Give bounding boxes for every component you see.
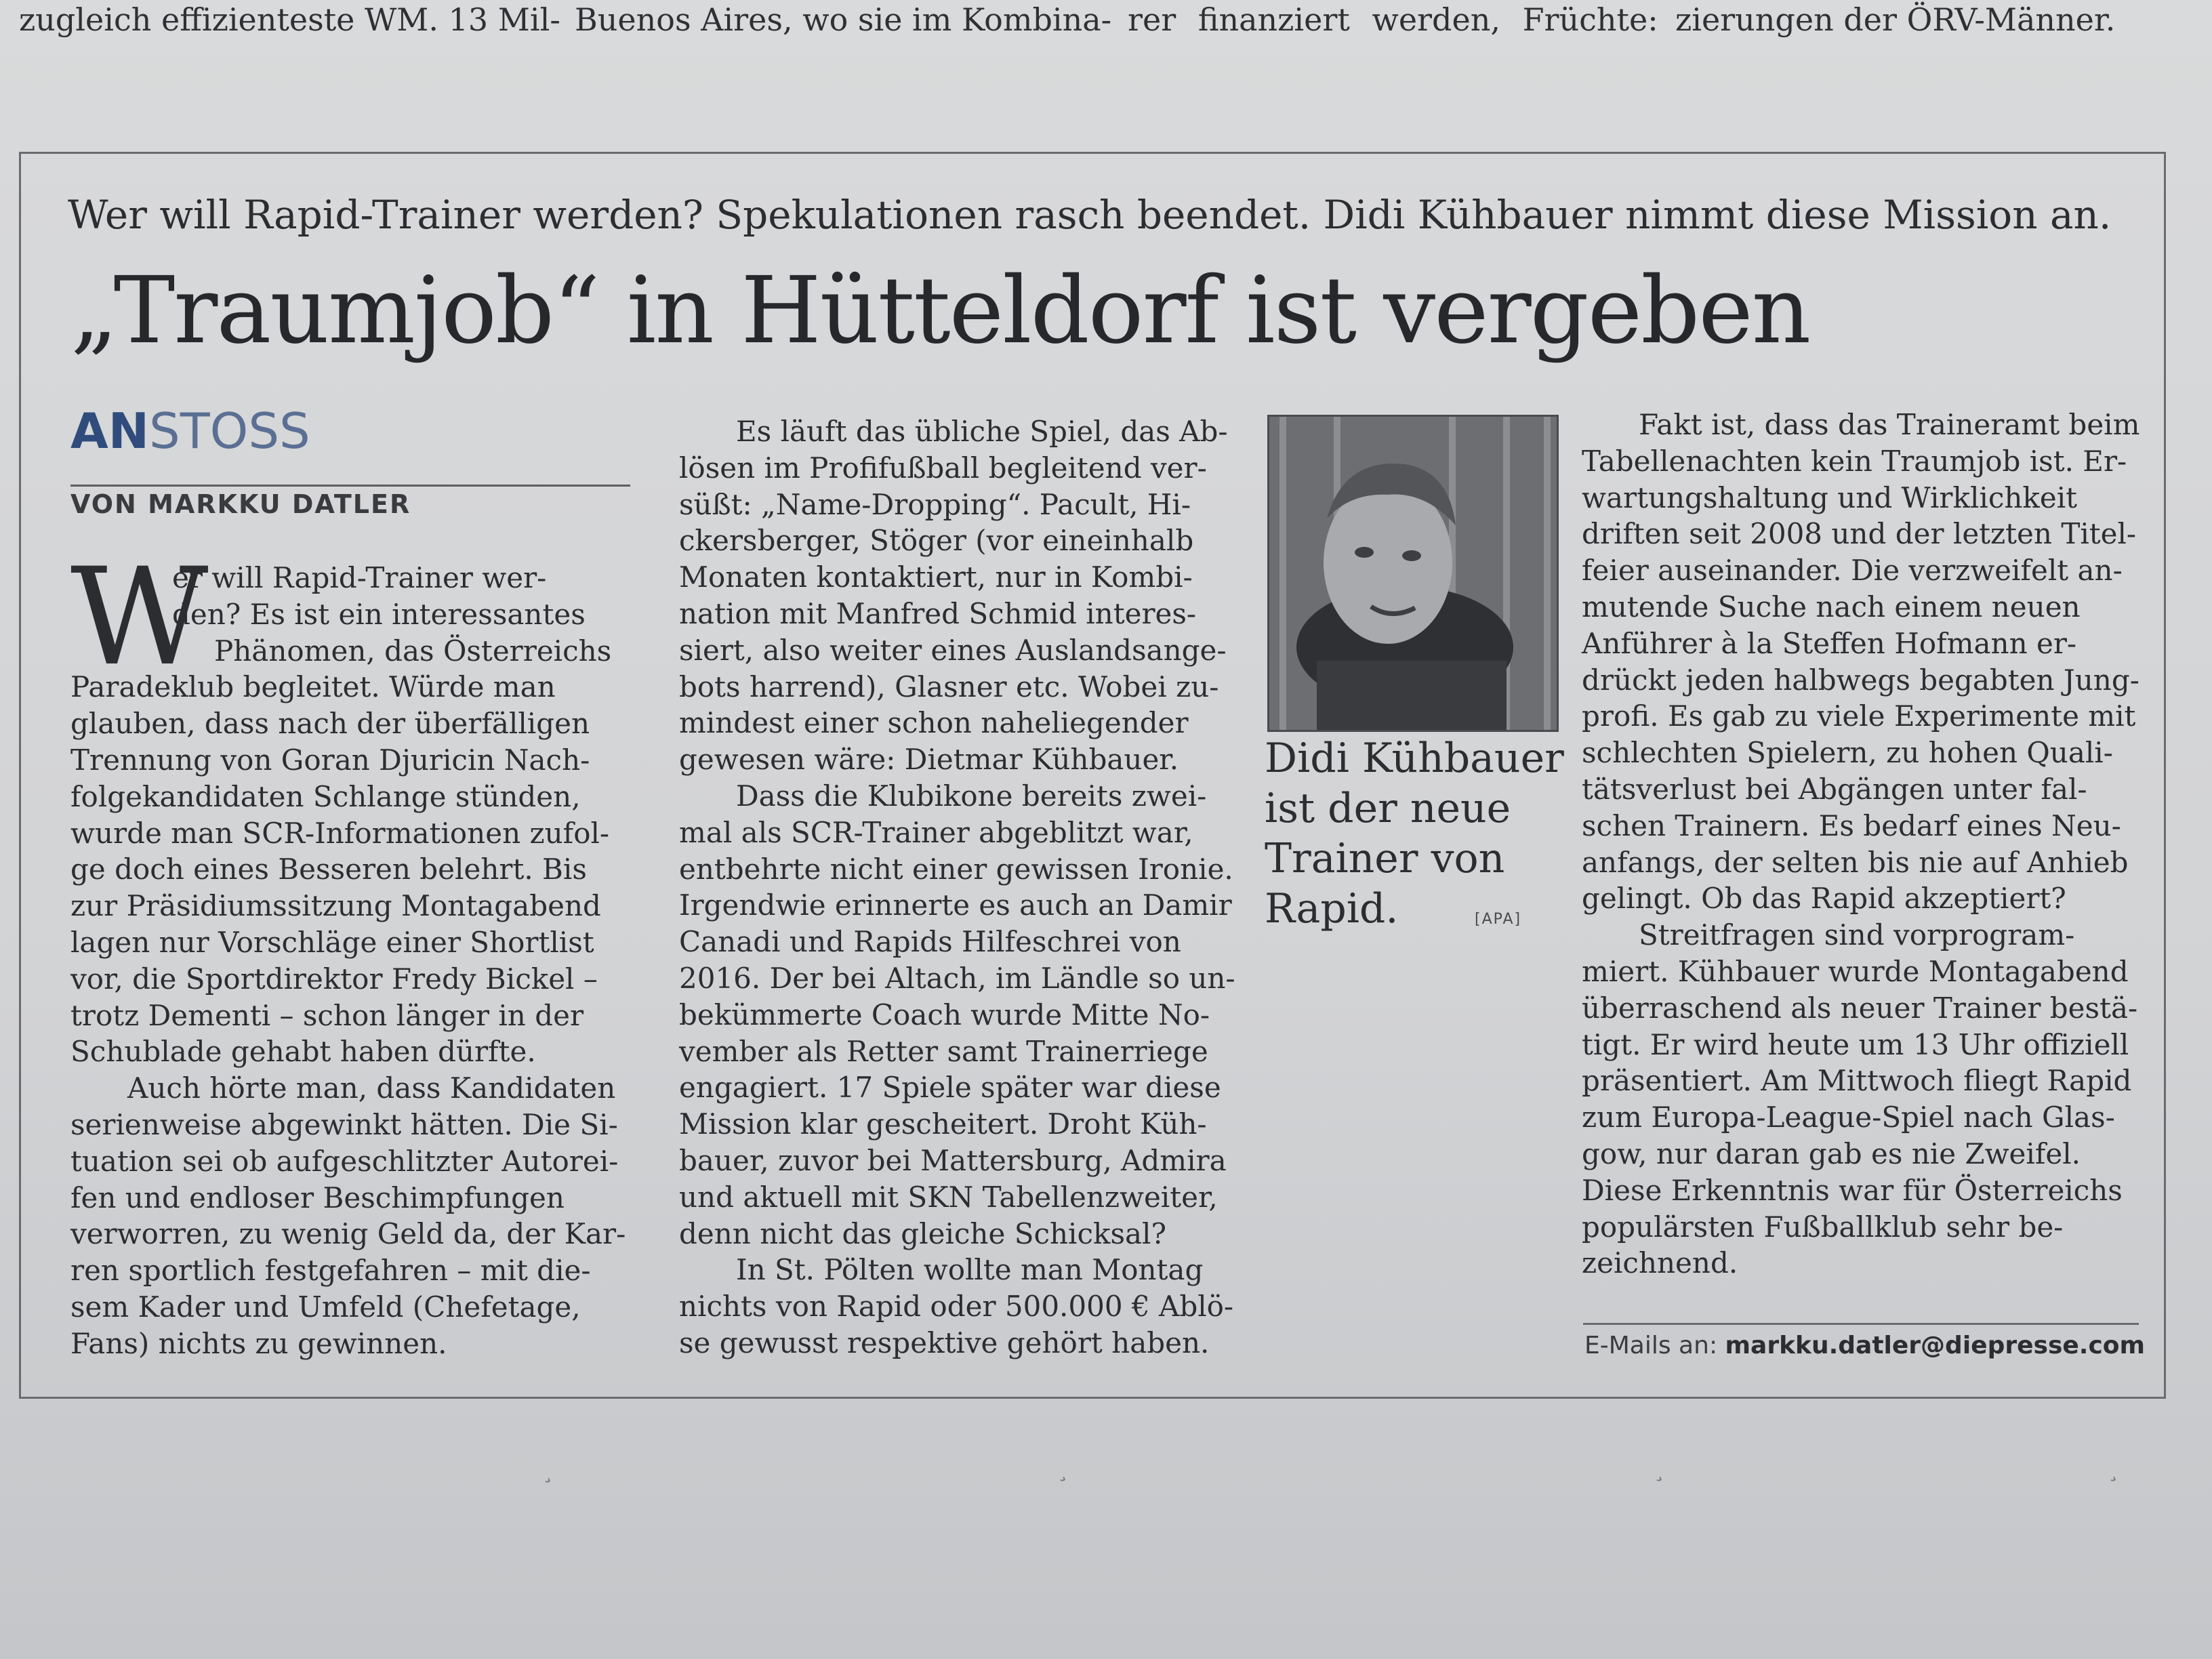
text-line: Es läuft das übliche Spiel, das Ab- <box>736 415 1228 448</box>
portrait-illustration <box>1269 417 1559 732</box>
text-line: überraschend als neuer Trainer bestä- <box>1582 991 2138 1025</box>
author-email-line <box>1584 1332 2145 1359</box>
previous-article-strip <box>0 0 2212 47</box>
text-line: vember als Retter samt Trainerriege <box>679 1034 1208 1068</box>
top-fragment-2: Buenos Aires, wo sie im Kombina- <box>575 1 1112 38</box>
text-line: den? Es ist ein interessantes <box>172 597 586 631</box>
text-line: driften seit 2008 und der letzten Titel- <box>1582 517 2137 551</box>
text-line: zum Europa-League-Spiel nach Glas- <box>1582 1101 2115 1134</box>
column-label <box>70 403 310 459</box>
text-line: schlechten Spielern, zu hohen Quali- <box>1582 736 2113 770</box>
text-line: Trennung von Goran Djuricin Nach- <box>70 743 590 777</box>
caption-line: Rapid. <box>1265 885 1399 933</box>
text-line: tuation sei ob aufgeschlitzter Autorei- <box>70 1144 619 1178</box>
text-line: fen und endloser Beschimpfungen <box>70 1181 565 1214</box>
text-line: wartungshaltung und Wirklichkeit <box>1582 480 2078 514</box>
column-label-an: AN <box>70 403 149 459</box>
article-kicker: Wer will Rapid-Trainer werden? Spekulationen rasch beendet. Didi Kühbauer nimmt diese Mission an. <box>68 192 2112 238</box>
text-line: Schublade gehabt haben dürfte. <box>70 1035 536 1069</box>
caption-line: Didi Kühbauer <box>1265 735 1564 782</box>
text-line: 2016. Der bei Altach, im Ländle so un- <box>679 961 1235 995</box>
text-line: präsentiert. Am Mittwoch fliegt Rapid <box>1582 1064 2132 1098</box>
column-label-stoss: STOSS <box>148 403 310 459</box>
text-line: populärsten Fußballklub sehr be- <box>1582 1210 2064 1244</box>
text-line: mal als SCR-Trainer abgeblitzt war, <box>679 815 1193 849</box>
text-line: tätsverlust bei Abgängen unter fal- <box>1582 772 2087 806</box>
text-line: denn nicht das gleiche Schicksal? <box>679 1216 1166 1250</box>
text-line: lagen nur Vorschläge einer Shortlist <box>70 925 594 959</box>
fold-mark: ¸ <box>2108 1456 2119 1483</box>
text-line: Phänomen, das Österreichs <box>214 634 612 668</box>
text-line: lösen im Profifußball begleitend ver- <box>679 451 1207 485</box>
text-line: feier auseinander. Die verzweifelt an- <box>1582 554 2123 588</box>
top-fragment-1: zugleich effizienteste WM. 13 Mil- <box>19 1 560 38</box>
text-line: bauer, zuvor bei Mattersburg, Admira <box>679 1143 1227 1177</box>
text-line: gelingt. Ob das Rapid akzeptiert? <box>1582 882 2066 916</box>
text-line: Streitfragen sind vorprogram- <box>1639 918 2075 952</box>
text-line: bekümmerte Coach wurde Mitte No- <box>679 998 1210 1031</box>
fold-mark: ¸ <box>1057 1456 1069 1483</box>
text-line: mutende Suche nach einem neuen <box>1582 590 2081 623</box>
text-line: Irgendwie erinnerte es auch an Damir <box>679 888 1232 922</box>
text-line: In St. Pölten wollte man Montag <box>736 1253 1204 1287</box>
text-line: gewesen wäre: Dietmar Kühbauer. <box>679 743 1179 777</box>
text-line: tigt. Er wird heute um 13 Uhr offiziell <box>1582 1027 2129 1061</box>
text-line: Auch hörte man, dass Kandidaten <box>127 1071 616 1105</box>
text-line: Diese Erkenntnis war für Österreichs <box>1582 1173 2123 1207</box>
text-line: ckersberger, Stöger (vor eineinhalb <box>679 524 1194 558</box>
text-line: bots harrend), Glasner etc. Wobei zu- <box>679 670 1219 703</box>
text-line: glauben, dass nach der überfälligen <box>70 707 590 741</box>
text-line: vor, die Sportdirektor Fredy Bickel – <box>70 962 598 996</box>
text-line: er will Rapid-Trainer wer- <box>172 561 547 594</box>
article-column-2 <box>679 413 1235 1361</box>
text-line: profi. Es gab zu viele Experimente mit <box>1582 699 2136 733</box>
text-line: siert, also weiter eines Auslandsange- <box>679 633 1227 667</box>
text-line: schen Trainern. Es bedarf eines Neu- <box>1582 808 2121 842</box>
article-column-1 <box>70 560 626 1362</box>
caption-line: Trainer von <box>1265 835 1505 882</box>
text-line: zur Präsidiumssitzung Montagabend <box>70 889 601 923</box>
text-line: sem Kader und Umfeld (Chefetage, <box>70 1290 581 1324</box>
text-line: Mission klar gescheitert. Droht Küh- <box>679 1107 1207 1141</box>
text-line: Tabellenachten kein Traumjob ist. Er- <box>1582 444 2127 478</box>
portrait-photo <box>1267 415 1559 732</box>
text-line: engagiert. 17 Spiele später war diese <box>679 1071 1221 1105</box>
byline-rule <box>70 485 630 487</box>
author-email: markku.datler@diepresse.com <box>1725 1332 2146 1359</box>
text-line: süßt: „Name-Dropping“. Pacult, Hi- <box>679 487 1191 521</box>
text-line: Fans) nichts zu gewinnen. <box>70 1326 447 1360</box>
text-line: Monaten kontaktiert, nur in Kombi- <box>679 560 1193 594</box>
text-line: anfangs, der selten bis nie auf Anhieb <box>1582 845 2129 879</box>
text-line: mindest einer schon naheliegender <box>679 706 1189 740</box>
text-line: verworren, zu wenig Geld da, der Kar- <box>70 1217 626 1251</box>
text-line: entbehrte nicht einer gewissen Ironie. <box>679 852 1233 886</box>
top-fragment-4: zierungen der ÖRV-Männer. <box>1675 1 2116 38</box>
text-line: gow, nur daran gab es nie Zweifel. <box>1582 1136 2081 1170</box>
drop-cap: W <box>70 539 209 695</box>
email-prefix: E-Mails an: <box>1584 1332 1718 1359</box>
text-line: miert. Kühbauer wurde Montagabend <box>1582 954 2129 988</box>
text-line: trotz Dementi – schon länger in der <box>70 998 584 1032</box>
photo-caption <box>1265 733 1564 934</box>
text-line: wurde man SCR-Informationen zufol- <box>70 816 610 850</box>
photo-credit: [APA] <box>1475 911 1522 928</box>
text-line: nation mit Manfred Schmid interes- <box>679 596 1197 630</box>
article-column-3 <box>1582 407 2139 1282</box>
email-rule <box>1583 1323 2139 1325</box>
text-line: drückt jeden halbwegs begabten Jung- <box>1582 663 2139 697</box>
fold-mark: ¸ <box>1654 1456 1665 1483</box>
text-line: ren sportlich festgefahren – mit die- <box>70 1254 591 1288</box>
text-line: zeichnend. <box>1582 1246 1738 1280</box>
byline: VON MARKKU DATLER <box>70 489 411 519</box>
text-line: nichts von Rapid oder 500.000 € Ablö- <box>679 1290 1234 1324</box>
text-line: Fakt ist, dass das Traineramt beim <box>1639 408 2140 441</box>
text-line: ge doch eines Besseren belehrt. Bis <box>70 853 587 886</box>
text-line: Anführer à la Steffen Hofmann er- <box>1582 626 2077 660</box>
text-line: se gewusst respektive gehört haben. <box>679 1326 1210 1359</box>
caption-line: ist der neue <box>1265 785 1511 832</box>
text-line: serienweise abgewinkt hätten. Die Si- <box>70 1107 618 1141</box>
fold-mark: ¸ <box>542 1457 554 1484</box>
text-line: Canadi und Rapids Hilfeschrei von <box>679 925 1181 959</box>
text-line: Paradeklub begleitet. Würde man <box>70 670 556 704</box>
text-line: folgekandidaten Schlange stünden, <box>70 779 581 813</box>
text-line: und aktuell mit SKN Tabellenzweiter, <box>679 1180 1218 1214</box>
top-fragment-3: rer finanziert werden, Früchte: <box>1128 1 1658 38</box>
article-headline: „Traumjob“ in Hütteldorf ist vergeben <box>70 258 1810 365</box>
text-line: Dass die Klubikone bereits zwei- <box>736 779 1207 813</box>
